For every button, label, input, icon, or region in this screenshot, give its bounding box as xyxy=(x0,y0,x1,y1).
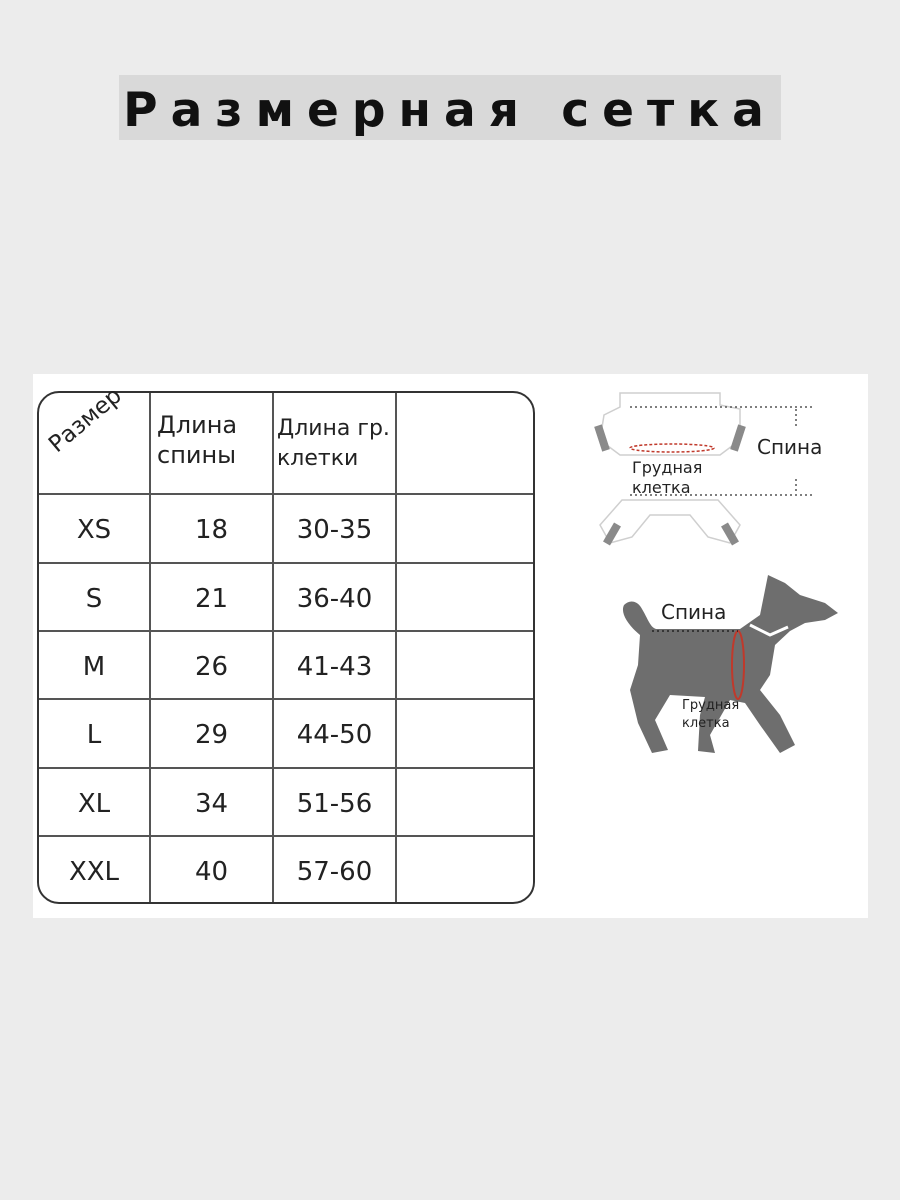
header-back-length-line1: Длина xyxy=(157,411,238,439)
garment-chest-label xyxy=(632,458,702,498)
page-title: Размерная сетка xyxy=(123,83,777,138)
cell-chest: 41-43 xyxy=(296,652,373,682)
table-divider xyxy=(39,630,533,632)
cell-chest: 30-35 xyxy=(296,515,373,545)
cell-chest: 36-40 xyxy=(296,584,373,614)
table-divider xyxy=(39,698,533,700)
cell-back: 34 xyxy=(194,789,229,819)
cell-size: XS xyxy=(76,515,112,545)
header-chest-line2: клетки xyxy=(277,446,359,471)
garment-bottom-shape xyxy=(600,500,740,543)
header-chest-line1: Длина гр. xyxy=(277,416,390,441)
header-size: Размер xyxy=(44,382,127,458)
dog-chest-label xyxy=(682,697,739,733)
cell-back: 26 xyxy=(194,652,229,682)
garment-top-shape xyxy=(600,393,740,455)
table-divider xyxy=(39,767,533,769)
cell-back: 18 xyxy=(194,515,229,545)
cell-back: 29 xyxy=(194,720,229,750)
garment-chest-label-line1: Грудная xyxy=(632,458,703,477)
title-banner xyxy=(119,75,781,140)
dog-back-label: Спина xyxy=(661,600,727,624)
table-divider xyxy=(39,493,533,495)
cell-size: S xyxy=(85,584,103,614)
dog-chest-label-line1: Грудная xyxy=(682,698,740,713)
table-column-divider xyxy=(149,393,151,902)
cell-back: 40 xyxy=(194,857,229,887)
header-chest xyxy=(277,414,390,474)
table-column-divider xyxy=(395,393,397,902)
table-divider xyxy=(39,835,533,837)
garment-chest-label-line2: клетка xyxy=(632,478,691,497)
cell-size: XL xyxy=(77,789,111,819)
cell-back: 21 xyxy=(194,584,229,614)
header-back-length xyxy=(157,410,237,470)
cell-size: XXL xyxy=(68,857,120,887)
cell-chest: 44-50 xyxy=(296,720,373,750)
table-divider xyxy=(39,562,533,564)
garment-back-label: Спина xyxy=(757,435,823,459)
cell-chest: 57-60 xyxy=(296,857,373,887)
dog-chest-label-line2: клетка xyxy=(682,716,730,731)
cell-chest: 51-56 xyxy=(296,789,373,819)
garment-diagram xyxy=(590,385,835,550)
table-column-divider xyxy=(272,393,274,902)
cell-size: M xyxy=(82,652,106,682)
header-back-length-line2: спины xyxy=(157,441,237,469)
cell-size: L xyxy=(86,720,102,750)
